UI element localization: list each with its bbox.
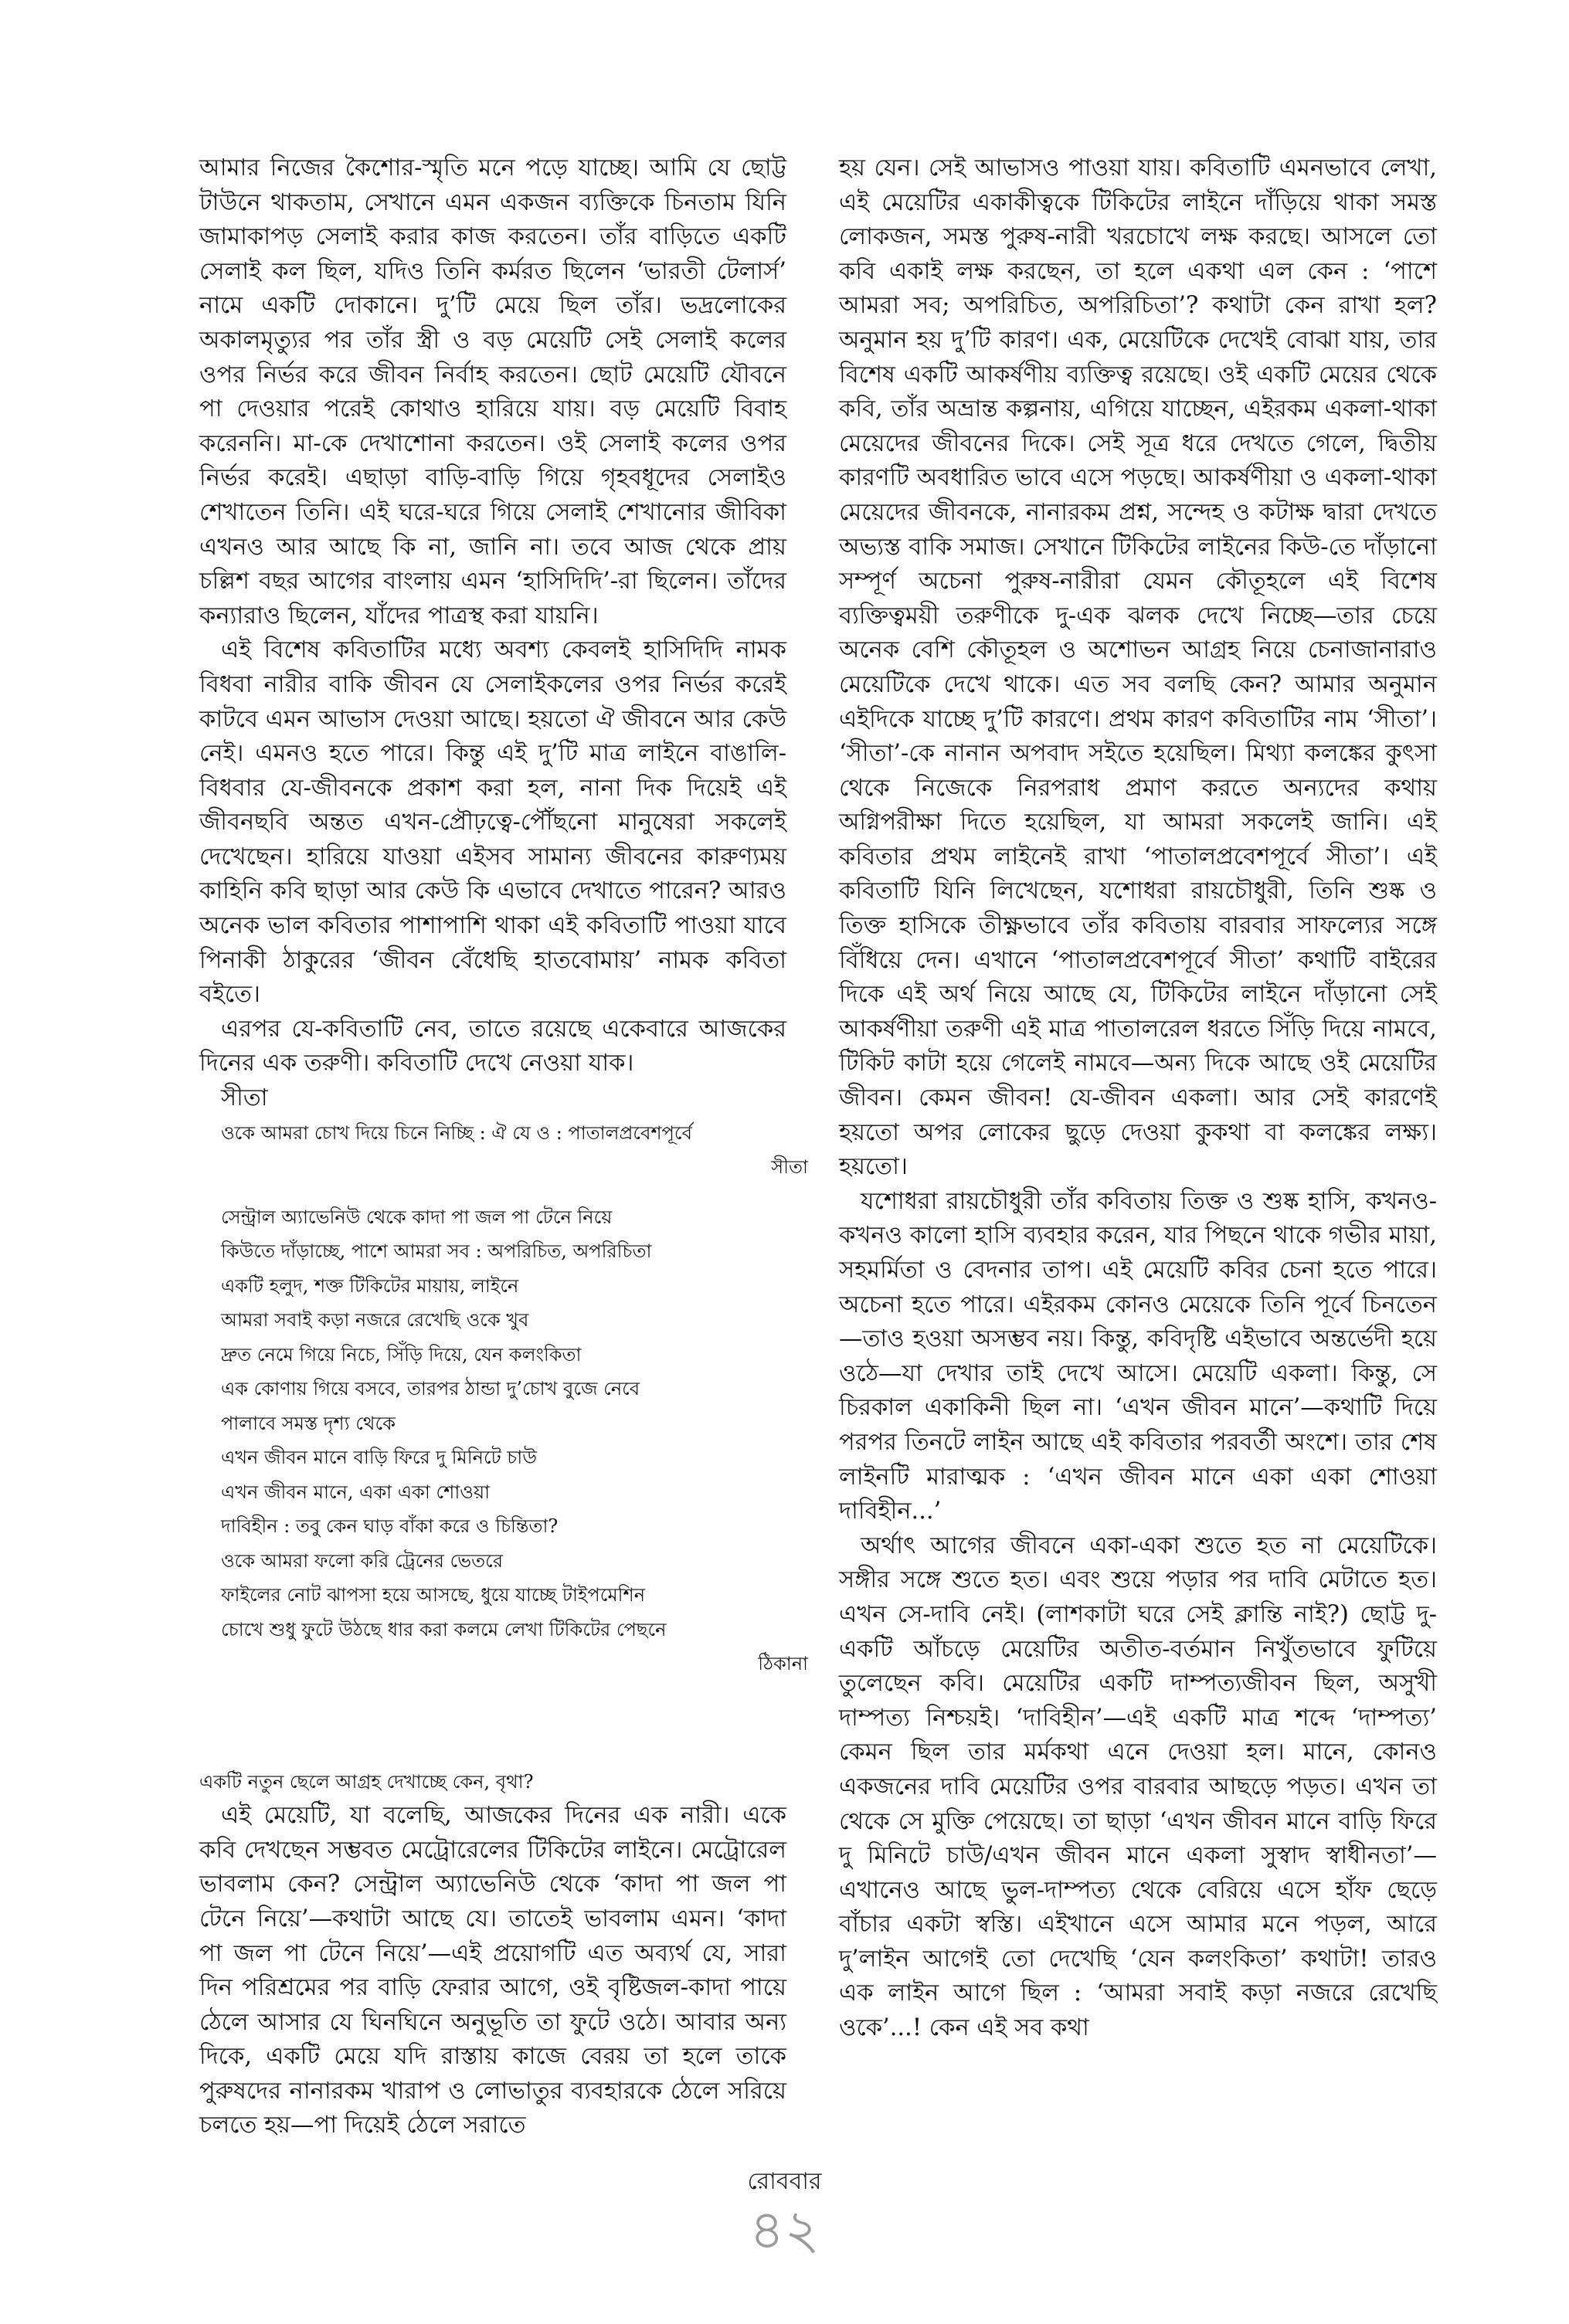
poem-line: কিউতে দাঁড়াচ্ছে, পাশে আমরা সব : অপরিচিত, অপরিচিতা [221, 1240, 652, 1263]
poem-line: চোখে শুধু ফুটে উঠছে ধার করা কলমে লেখা টিকিটের পেছনে [221, 1618, 667, 1640]
poem-line: পালাবে সমস্ত দৃশ্য থেকে [221, 1412, 396, 1434]
page-footer [0, 2166, 1569, 2262]
page-number: ৪২ [749, 2198, 820, 2261]
poem-title: সীতা [221, 1084, 268, 1112]
poem-line: ফাইলের নোট ঝাপসা হয়ে আসছে, ধুয়ে যাচ্ছে টাইপমেশিন [221, 1584, 646, 1606]
poem-block [199, 1116, 808, 1800]
poem-line: একটি নতুন ছেলে আগ্রহ দেখাচ্ছে কেন, বৃথা? [199, 1770, 534, 1793]
article-paragraph-1: আমার নিজের কৈশোর-স্মৃতি মনে পড়ে যাচ্ছে। আমি যে ছোট্ট টাউনে থাকতাম, সেখানে এমন একজন ব্যক্তিকে চিনতাম যিনি জামাকাপড় সেলাই করার কাজ করতেন। তাঁর বাড়িতে একটি সেলাই কল ছিল, যদিও তিনি কর্মরত ছিলেন ‘ভারতী টেলার্স’ নামে একটি দোকানে। দু’টি মেয়ে ছিল তাঁর। ভদ্রলোকের অকালমৃত্যুর পর তাঁর স্ত্রী ও বড় মেয়েটি সেই সেলাই কলের ওপর নির্ভর করে জীবন নির্বাহ করতেন। ছোট মেয়েটি যৌবনে পা দেওয়ার পরেই কোথাও হারিয়ে যায়। বড় মেয়েটি বিবাহ করেননি। মা-কে দেখাশোনা করতেন। ওই সেলাই কলের ওপর নির্ভর করেই। এছাড়া বাড়ি-বাড়ি গিয়ে গৃহবধূদের সেলাইও শেখাতেন তিনি। এই ঘরে-ঘরে গিয়ে সেলাই শেখানোর জীবিকা এখনও আর আছে কি না, জানি না। তবে আজ থেকে প্রায় চল্লিশ বছর আগের বাংলায় এমন ‘হাসিদিদি’-রা ছিলেন। তাঁদের কন্যারাও ছিলেন, যাঁদের পাত্রস্থ করা যায়নি। [199, 154, 786, 629]
poem-line: ঠিকানা [758, 1653, 808, 1675]
poem-line: ওকে আমরা চোখ দিয়ে চিনে নিচ্ছি : ঐ যে ও : পাতালপ্রবেশপূর্বে [221, 1121, 692, 1144]
article-paragraph-5: হয় যেন। সেই আভাসও পাওয়া যায়। কবিতাটি এমনভাবে লেখা, এই মেয়েটির একাকীত্বকে টিকিটের লাইনে দাঁড়িয়ে থাকা সমস্ত লোকজন, সমস্ত পুরুষ-নারী খরচোখে লক্ষ করছে। আসলে তো কবি একাই লক্ষ করছেন, তা হলে একথা এল কেন : ‘পাশে আমরা সব; অপরিচিত, অপরিচিতা’? কথাটা কেন রাখা হল? অনুমান হয় দু’টি কারণ। এক, মেয়েটিকে দেখেই বোঝা যায়, তার বিশেষ একটি আকর্ষণীয় ব্যক্তিত্ব রয়েছে। ওই একটি মেয়ের থেকে কবি, তাঁর অভ্রান্ত কল্পনায়, এগিয়ে যাচ্ছেন, এইরকম একলা-থাকা মেয়েদের জীবনের দিকে। সেই সূত্র ধরে দেখতে গেলে, দ্বিতীয় কারণটি অবধারিত ভাবে এসে পড়ছে। আকর্ষণীয়া ও একলা-থাকা মেয়েদের জীবনকে, নানারকম প্রশ্ন, সন্দেহ ও কটাক্ষ দ্বারা দেখতে অভ্যস্ত বাকি সমাজ। সেখানে টিকিটের লাইনের কিউ-তে দাঁড়ানো সম্পূর্ণ অচেনা পুরুষ-নারীরা যেমন কৌতূহলে এই বিশেষ ব্যক্তিত্বময়ী তরুণীকে দু-এক ঝলক দেখে নিচ্ছে—তার চেয়ে অনেক বেশি কৌতূহল ও অশোভন আগ্রহ নিয়ে চেনাজানারাও মেয়েটিকে দেখে থাকে। এত সব বলছি কেন? আমার অনুমান এইদিকে যাচ্ছে দু’টি কারণে। প্রথম কারণ কবিতাটির নাম ‘সীতা’। ‘সীতা’-কে নানান অপবাদ সইতে হয়েছিল। মিথ্যা কলঙ্কের কুৎসা থেকে নিজেকে নিরপরাধ প্রমাণ করতে অন্যদের কথায় অগ্নিপরীক্ষা দিতে হয়েছিল, যা আমরা সকলেই জানি। এই কবিতার প্রথম লাইনেই রাখা ‘পাতালপ্রবেশপূর্বে সীতা’। এই কবিতাটি যিনি লিখেছেন, যশোধরা রায়চৌধুরী, তিনি শুষ্ক ও তিক্ত হাসিকে তীক্ষ্ণভাবে তাঁর কবিতায় বারবার সাফল্যের সঙ্গে বিঁধিয়ে দেন। এখানে ‘পাতালপ্রবেশপূর্বে সীতা’ কথাটি বাইরের দিকে এই অর্থ নিয়ে আছে যে, টিকিটের লাইনে দাঁড়ানো সেই আকর্ষণীয়া তরুণী এই মাত্র পাতালরেল ধরতে সিঁড়ি দিয়ে নামবে, টিকিট কাটা হয়ে গেলেই নামবে—অন্য দিকে আছে ওই মেয়েটির জীবন। কেমন জীবন! যে-জীবন একলা। আর সেই কারণেই হয়তো অপর লোকের ছুড়ে দেওয়া কুকথা বা কলঙ্কের লক্ষ্য। হয়তো। [839, 154, 1437, 1181]
poem-line: আমরা সবাই কড়া নজরে রেখেছি ওকে খুব [221, 1309, 529, 1332]
article-paragraph-7: অর্থাৎ আগের জীবনে একা-একা শুতে হত না মেয়েটিকে। সঙ্গীর সঙ্গে শুতে হত। এবং শুয়ে পড়ার পর দাবি মেটাতে হত। এখন সে-দাবি নেই। (লাশকাটা ঘরে সেই ক্লান্তি নাই?) ছোট্ট দু-একটি আঁচড়ে মেয়েটির অতীত-বর্তমান নিখুঁতভাবে ফুটিয়ে তুলেছেন কবি। মেয়েটির একটি দাম্পত্যজীবন ছিল, অসুখী দাম্পত্য নিশ্চয়ই। ‘দাবিহীন’—এই একটি মাত্র শব্দে ‘দাম্পত্য’ কেমন ছিল তার মর্মকথা এনে দেওয়া হল। মানে, কোনও একজনের দাবি মেয়েটির ওপর বারবার আছড়ে পড়ত। এখন তা থেকে সে মুক্তি পেয়েছে। তা ছাড়া ‘এখন জীবন মানে বাড়ি ফিরে দু মিনিটে চাউ/এখন জীবন মানে একলা সুস্বাদ স্বাধীনতা’—এখানেও আছে ভুল-দাম্পত্য থেকে বেরিয়ে এসে হাঁফ ছেড়ে বাঁচার একটা স্বস্তি। এইখানে এসে আমার মনে পড়ল, আরে দু’লাইন আগেই তো দেখেছি ‘যেন কলংকিতা’ কথাটা! তারও এক লাইন আগে ছিল : ‘আমরা সবাই কড়া নজরে রেখেছি ওকে’...! কেন এই সব কথা [839, 1532, 1437, 2042]
poem-line: এখন জীবন মানে বাড়ি ফিরে দু মিনিটে চাউ [221, 1447, 537, 1469]
magazine-name: রোববার [747, 2168, 822, 2195]
stanza-gap [221, 1185, 786, 1200]
poem-line: সেন্ট্রাল অ্যাভেনিউ থেকে কাদা পা জল পা টেনে নিয়ে [221, 1206, 613, 1228]
poem-line: এখন জীবন মানে, একা একা শোওয়া [221, 1481, 491, 1503]
poem-line: সীতা [771, 1156, 808, 1179]
article-paragraph-6: যশোধরা রায়চৌধুরী তাঁর কবিতায় তিক্ত ও শুষ্ক হাসি, কখনও-কখনও কালো হাসি ব্যবহার করেন, যার পিছনে থাকে গভীর মায়া, সহমর্মিতা ও বেদনার তাপ। এই মেয়েটি কবির চেনা হতে পারে। অচেনা হতে পারে। এইরকম কোনও মেয়েকে তিনি পূর্বে চিনতেন—তাও হওয়া অসম্ভব নয়। কিন্তু, কবিদৃষ্টি এইভাবে অন্তর্ভেদী হয়ে ওঠে—যা দেখার তাই দেখে আসে। মেয়েটি একলা। কিন্তু, সে চিরকাল একাকিনী ছিল না। ‘এখন জীবন মানে’—কথাটি দিয়ে পরপর তিনটে লাইন আছে এই কবিতার পরবর্তী অংশে। তার শেষ লাইনটি মারাত্মক : ‘এখন জীবন মানে একা একা শোওয়া দাবিহীন...’ [839, 1187, 1437, 1525]
right-column [839, 151, 1437, 2046]
left-column [199, 151, 808, 2143]
poem-line: দ্রুত নেমে গিয়ে নিচে, সিঁড়ি দিয়ে, যেন কলংকিতা [221, 1343, 582, 1366]
stanza-gap [221, 1681, 786, 1765]
poem-line: এক কোণায় গিয়ে বসবে, তারপর ঠান্ডা দু’চোখ বুজে নেবে [221, 1378, 640, 1400]
article-paragraph-4: এই মেয়েটি, যা বলেছি, আজকের দিনের এক নারী। একে কবি দেখছেন সম্ভবত মেট্রোরেলের টিকিটের লাইনে। মেট্রোরেল ভাবলাম কেন? সেন্ট্রাল অ্যাভেনিউ থেকে ‘কাদা পা জল পা টেনে নিয়ে’—কথাটা আছে যে। তাতেই ভাবলাম এমন। ‘কাদা পা জল পা টেনে নিয়ে’—এই প্রয়োগটি এত অব্যর্থ যে, সারা দিন পরিশ্রমের পর বাড়ি ফেরার আগে, ওই বৃষ্টিজল-কাদা পায়ে ঠেলে আসার যে ঘিনঘিনে অনুভূতি তা ফুটে ওঠে। আবার অন্য দিকে, একটি মেয়ে যদি রাস্তায় কাজে বেরয় তা হলে তাকে পুরুষদের নানারকম খারাপ ও লোভাতুর ব্যবহারকে ঠেলে সরিয়ে চলতে হয়—পা দিয়েই ঠেলে সরাতে [199, 1802, 786, 2139]
poem-line: দাবিহীন : তবু কেন ঘাড় বাঁকা করে ও চিন্তিতা? [221, 1515, 559, 1538]
article-paragraph-2: এই বিশেষ কবিতাটির মধ্যে অবশ্য কেবলই হাসিদিদি নামক বিধবা নারীর বাকি জীবন যে সেলাইকলের ওপর নির্ভর করেই কাটবে এমন আভাস দেওয়া আছে। হয়তো ঐ জীবনে আর কেউ নেই। এমনও হতে পারে। কিন্তু এই দু’টি মাত্র লাইনে বাঙালি-বিধবার যে-জীবনকে প্রকাশ করা হল, নানা দিক দিয়েই এই জীবনছবি অন্তত এখন-প্রৌঢ়ত্বে-পৌঁছনো মানুষেরা সকলেই দেখেছেন। হারিয়ে যাওয়া এইসব সামান্য জীবনের কারুণ্যময় কাহিনি কবি ছাড়া আর কেউ কি এভাবে দেখাতে পারেন? আরও অনেক ভাল কবিতার পাশাপাশি থাকা এই কবিতাটি পাওয়া যাবে পিনাকী ঠাকুরের ‘জীবন বেঁধেছি হাতবোমায়’ নামক কবিতা বইতে। [199, 636, 786, 1009]
poem-line: একটি হলুদ, শক্ত টিকিটের মায়ায়, লাইনে [221, 1274, 519, 1297]
poem-line: ওকে আমরা ফলো করি ট্রেনের ভেতরে [221, 1549, 504, 1572]
article-paragraph-3: এরপর যে-কবিতাটি নেব, তাতে রয়েছে একেবারে আজকের দিনের এক তরুণী। কবিতাটি দেখে নেওয়া যাক। [199, 1015, 786, 1077]
